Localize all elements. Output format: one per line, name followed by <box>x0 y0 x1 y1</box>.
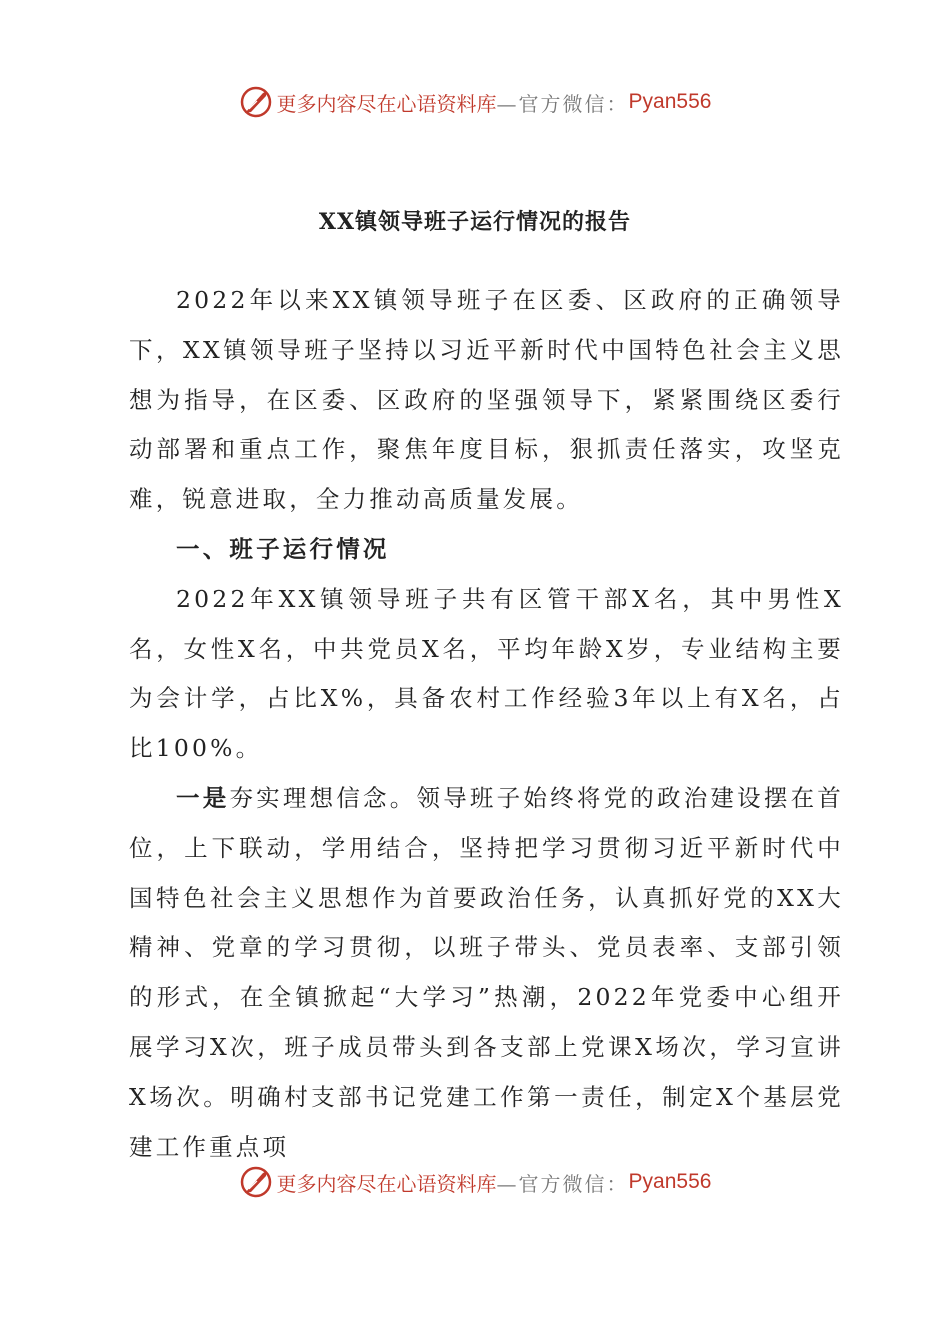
point-lead: 一是 <box>176 783 230 812</box>
paragraph-point-one <box>129 774 844 1172</box>
document-body <box>129 276 844 1172</box>
header-banner <box>0 82 950 122</box>
quill-logo-icon <box>239 85 273 119</box>
banner-wechat-id: Pyan556 <box>628 1170 712 1193</box>
document-title: XX镇领导班子运行情况的报告 <box>318 209 632 235</box>
banner-wechat-label: —官方微信： <box>496 91 629 116</box>
quill-logo-icon <box>239 1165 273 1199</box>
banner-wechat-label: —官方微信： <box>496 1171 629 1196</box>
banner-wechat-id: Pyan556 <box>628 90 712 113</box>
paragraph-intro: 2022年以来XX镇领导班子在区委、区政府的正确领导下，XX镇领导班子坚持以习近平新时代中国特色社会主义思想为指导，在区委、区政府的坚强领导下，紧紧围绕区委行动部署和重点工作，聚焦年度目标，狠抓责任落实，攻坚克难，锐意进取，全力推动高质量发展。 <box>129 286 844 514</box>
point-text: 夯实理想信念。领导班子始终将党的政治建设摆在首位，上下联动，学用结合，坚持把学习贯彻习近平新时代中国特色社会主义思想作为首要政治任务，认真抓好党的XX大精神、党章的学习贯彻，以班子带头、党员表率、支部引领的形式，在全镇掀起“大学习”热潮，2022年党委中心组开展学习X次，班子成员带头到各支部上党课X场次，学习宣讲X场次。明确村支部书记党建工作第一责任，制定X个基层党建工作重点项 <box>129 783 844 1161</box>
footer-banner <box>0 1162 950 1202</box>
banner-brand-text: 更多内容尽在心语资料库 <box>276 91 497 116</box>
section-heading: 一、班子运行情况 <box>176 534 390 563</box>
paragraph-overview: 2022年XX镇领导班子共有区管干部X名，其中男性X名，女性X名，中共党员X名，平均年龄X岁，专业结构主要为会计学，占比X%，具备农村工作经验3年以上有X名，占比100%。 <box>129 584 844 763</box>
banner-brand-text: 更多内容尽在心语资料库 <box>276 1171 497 1196</box>
